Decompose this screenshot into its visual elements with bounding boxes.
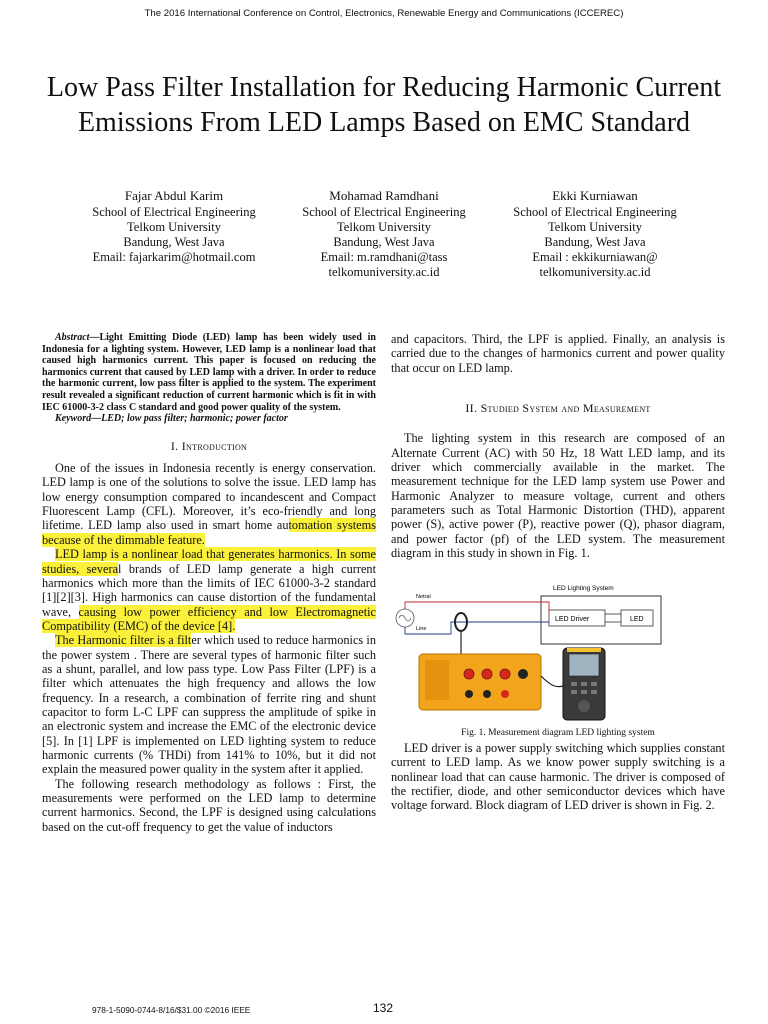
- author-email-cont: telkomuniversity.ac.id: [328, 265, 440, 279]
- author-dept: School of Electrical Engineering: [513, 205, 677, 219]
- footer-isbn: 978-1-5090-0744-8/16/$31.00 ©2016 IEEE: [92, 1005, 251, 1015]
- author-email: Email: m.ramdhani@tass: [320, 250, 448, 264]
- meter-key: [581, 690, 587, 694]
- analyzer-panel: [425, 660, 449, 700]
- author-city: Bandung, West Java: [544, 235, 646, 249]
- figure-1: [391, 576, 725, 726]
- led-label: LED: [630, 616, 644, 624]
- page-number: 132: [373, 1001, 394, 1015]
- connector-red-icon: [500, 669, 510, 679]
- meter-key: [571, 682, 577, 686]
- meter-dial: [578, 700, 590, 712]
- meter-top-band: [567, 648, 601, 652]
- box-title: LED Lighting System: [553, 585, 614, 593]
- abstract-label: Abstract: [55, 332, 90, 343]
- sine-wave-icon: [399, 615, 411, 621]
- meter-key: [591, 682, 597, 686]
- left-column: [42, 332, 376, 834]
- intro-paragraph-2: [42, 547, 376, 633]
- keywords-label: Keyword: [55, 413, 92, 425]
- highlighted-text: The Harmonic filter is a filt: [55, 633, 192, 648]
- connector-black-icon: [518, 669, 528, 679]
- author-univ: Telkom University: [127, 220, 221, 234]
- keywords-text: —LED; low pass filter; harmonic; power factor: [91, 413, 288, 425]
- meter-key: [581, 682, 587, 686]
- text-span: er which used to reduce harmonics in the power system . There are several types of harmonic filter such as a shunt, parallel, and low pass type. Low Pass Filter (LPF) is a filter which attenuates the high frequency and allows the low frequency. In a research, a combination of ferrite ring and shunt capacitor to form L-C LPF can suppress the amplitude of spike in an electronic system and increase the EMC of the electronic device [5]. In [1] LPF is implemented on LED lighting system to reduce harmonic currents (% THDi) from 141% to 10%, but it did not explain the measured power quality in the system after it applied.: [42, 633, 376, 777]
- section2-paragraph-2: LED driver is a power supply switching which supplies constant current to LED lamp. As we know power supply switching is a nonlinear load that can cause harmonic. The driver is composed of the rectifier, diode, and other semiconductor devices which have voltage forward. Block diagram of LED driver is shown in Fig. 2.: [391, 740, 725, 813]
- meter-key: [571, 690, 577, 694]
- author-1: [54, 188, 294, 265]
- intro-paragraph-4: The following research methodology as follows : First, the measurements were performed on the LED lamp to determine current harmonics. Second, the LPF is designed using calculations based on the cut-off frequency to get the value of inductors: [42, 776, 376, 834]
- conference-header: The 2016 International Conference on Control, Electronics, Renewable Energy and Communications (ICCEREC): [144, 8, 624, 19]
- author-dept: School of Electrical Engineering: [302, 205, 466, 219]
- section2-paragraph-1: The lighting system in this research are composed of an Alternate Current (AC) with 50 Hz, 18 Watt LED lamp, and its driver which commercially available in the market. The measurement technique for the LED lamp system use Power and Harmonic Analyzer to measure voltage, current and others parameters such as Total Harmonic Distortion (THD), apparent power (S), active power (P), reactive power (Q), phasor diagram, and power factor (pf) of the LED system. The measurement diagram in this study in shown in Fig. 1.: [391, 431, 725, 561]
- author-3: [475, 188, 715, 280]
- highlighted-text: causing low power efficiency and low Electromagnetic Compatibility (EMC) of the device [4].: [42, 604, 377, 633]
- author-name: Mohamad Ramdhani: [329, 188, 439, 203]
- section-title-introduction: I. Introduction: [170, 438, 248, 453]
- text-span: l brands of LED lamp generate a high current harmonics which more than the limits of IEC 61000-3-2 standard [1][2][3]. High harmonics can cause distortion of the fundamental wave,: [42, 561, 376, 619]
- author-email-cont: telkomuniversity.ac.id: [539, 265, 651, 279]
- keywords: [42, 413, 376, 425]
- meter-screen: [569, 654, 599, 676]
- intro-paragraph-3: [42, 633, 376, 776]
- intro-paragraph-1: [42, 461, 376, 547]
- analyzer-cable: [541, 676, 563, 687]
- netral-wire: [405, 602, 549, 614]
- abstract: [42, 332, 376, 413]
- right-paragraph-1: and capacitors. Third, the LPF is applied. Finally, an analysis is carried due to the changes of harmonics current and power quality that occur on LED lamp.: [391, 332, 725, 375]
- author-city: Bandung, West Java: [333, 235, 435, 249]
- highlighted-text: tomation systems because of the dimmable feature.: [42, 518, 376, 547]
- author-city: Bandung, West Java: [123, 235, 225, 249]
- author-univ: Telkom University: [337, 220, 431, 234]
- highlighted-text: LED lamp is a nonlinear load that generates harmonics. In some studies, severa: [42, 547, 376, 576]
- measurement-diagram: [391, 576, 725, 726]
- author-email: Email: fajarkarim@hotmail.com: [92, 250, 256, 264]
- meter-key: [591, 690, 597, 694]
- connector-black-icon: [483, 690, 491, 698]
- connector-red-icon: [482, 669, 492, 679]
- author-univ: Telkom University: [548, 220, 642, 234]
- connector-red-icon: [464, 669, 474, 679]
- author-2: [264, 188, 504, 280]
- abstract-text: —Light Emitting Diode (LED) lamp has been widely used in Indonesia for a lighting system. However, LED lamp is a nonlinear load that caused high harmonics current. This paper is focused on reducing the harmonics current that caused by LED lamp with a driver. In order to reduce the harmonic current, low pass filter is applied to the system. The experiment result revealed a significant reduction of current harmonic which is fit in with IEC 61000-3-2 class C standard and good power quality of the system.: [42, 332, 376, 413]
- author-email: Email : ekkikurniawan@: [532, 250, 658, 264]
- section-title-studied-system: II. Studied System and Measurement: [465, 401, 651, 416]
- author-name: Fajar Abdul Karim: [124, 188, 224, 203]
- line-wire: [405, 622, 549, 634]
- led-driver-label: LED Driver: [555, 616, 590, 624]
- paper-title: Low Pass Filter Installation for Reducing Harmonic Current Emissions From LED Lamps Based on EMC Standard: [46, 72, 722, 138]
- right-column: [391, 332, 725, 813]
- author-name: Ekki Kurniawan: [552, 188, 638, 203]
- connector-black-icon: [465, 690, 473, 698]
- line-label: Line: [416, 626, 427, 633]
- figure-1-caption: Fig. 1. Measurement diagram LED lighting system: [461, 728, 655, 739]
- author-dept: School of Electrical Engineering: [92, 205, 256, 219]
- netral-label: Netral: [416, 594, 431, 601]
- connector-red-icon: [501, 690, 509, 698]
- text-span: One of the issues in Indonesia recently is energy conservation. LED lamp is one of the solutions to solve the issue. LED lamp has low energy consumption compared to incandescent and Compact Fluorescent Lamp (CFL). Moreover, it’s eco-friendly and long lifetime. LED lamp also used in smart home au: [42, 461, 376, 533]
